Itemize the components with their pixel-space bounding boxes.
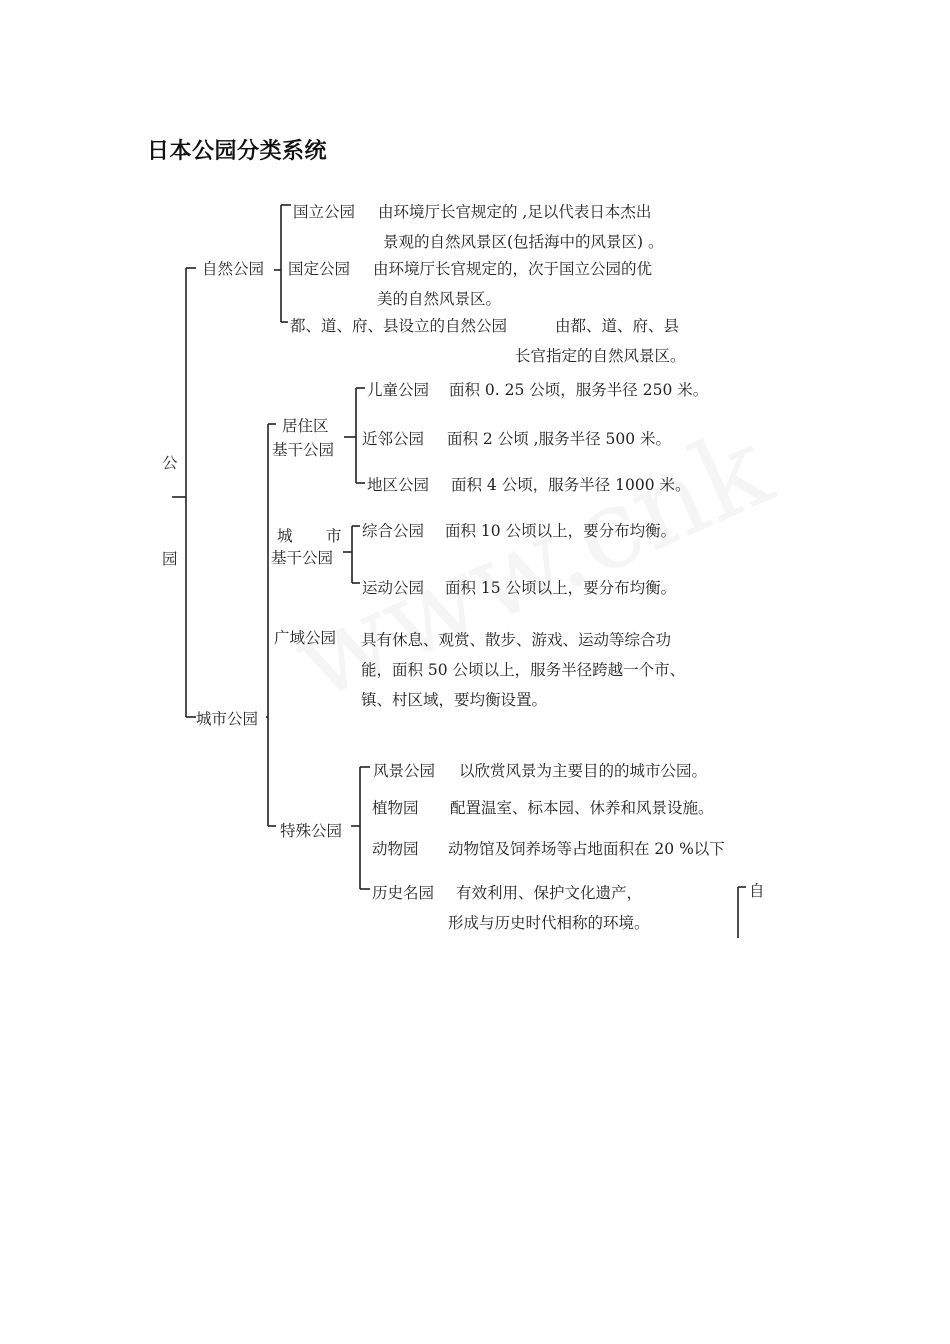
children-park-desc: 面积 0. 25 公顷，服务半径 250 米。: [449, 381, 709, 399]
zoo-desc: 动物馆及饲养场等占地面积在 20 %以下: [448, 840, 725, 858]
historic-garden-desc-1: 有效利用、保护文化遗产，: [456, 884, 643, 902]
scenic-park-name: 风景公园: [373, 762, 436, 780]
comprehensive-park-desc: 面积 10 公顷以上，要分布均衡。: [445, 522, 677, 540]
page-title: 日本公园分类系统: [147, 139, 328, 164]
special-park-label: 特殊公园: [280, 822, 343, 840]
residential-label-2: 基干公园: [272, 441, 335, 459]
children-park-name: 儿童公园: [367, 381, 430, 399]
prefectural-park-desc-1: 由都、道、府、县: [555, 317, 680, 335]
root-char-2: 园: [162, 550, 178, 568]
neighborhood-park-desc: 面积 2 公顷 ,服务半径 500 米。: [447, 430, 672, 448]
wide-area-park-label: 广域公园: [274, 629, 337, 647]
city-base-label-1a: 城: [277, 527, 293, 545]
quasi-national-park-desc-1: 由环境厅长官规定的，次于国立公园的优: [373, 260, 653, 278]
district-park-desc: 面积 4 公顷，服务半径 1000 米。: [451, 476, 691, 494]
historic-garden-name: 历史名园: [372, 884, 435, 902]
overflow-char: 自: [749, 882, 765, 900]
sports-park-desc: 面积 15 公顷以上，要分布均衡。: [445, 579, 677, 597]
quasi-national-park-desc-2: 美的自然风景区。: [377, 290, 502, 308]
prefectural-park-desc-2: 长官指定的自然风景区。: [515, 347, 686, 365]
city-base-label-1b: 市: [326, 527, 342, 545]
wide-area-park-desc-3: 镇、村区域，要均衡设置。: [361, 691, 548, 709]
national-park-name: 国立公园: [293, 203, 356, 221]
botanical-garden-desc: 配置温室、标本园、休养和风景设施。: [450, 799, 714, 817]
natural-park-label: 自然公园: [202, 260, 265, 278]
scenic-park-desc: 以欣赏风景为主要目的的城市公园。: [459, 762, 708, 780]
wide-area-park-desc-2: 能，面积 50 公顷以上，服务半径跨越一个市、: [361, 661, 686, 679]
national-park-desc-1: 由环境厅长官规定的 ,足以代表日本杰出: [378, 203, 652, 221]
district-park-name: 地区公园: [367, 476, 430, 494]
zoo-name: 动物园: [372, 840, 419, 858]
prefectural-park-name: 都、道、府、县设立的自然公园: [290, 317, 508, 335]
wide-area-park-desc-1: 具有休息、观赏、散步、游戏、运动等综合功: [361, 631, 672, 649]
comprehensive-park-name: 综合公园: [362, 522, 425, 540]
city-base-label-2: 基干公园: [271, 549, 334, 567]
sports-park-name: 运动公园: [362, 579, 425, 597]
neighborhood-park-name: 近邻公园: [362, 430, 425, 448]
botanical-garden-name: 植物园: [372, 799, 419, 817]
root-char-1: 公: [162, 454, 178, 472]
quasi-national-park-name: 国定公园: [288, 260, 351, 278]
national-park-desc-2: 景观的自然风景区(包括海中的风景区) 。: [383, 233, 664, 251]
historic-garden-desc-2: 形成与历史时代相称的环境。: [448, 914, 650, 932]
residential-label-1: 居住区: [282, 417, 329, 435]
urban-park-label: 城市公园: [196, 710, 259, 728]
